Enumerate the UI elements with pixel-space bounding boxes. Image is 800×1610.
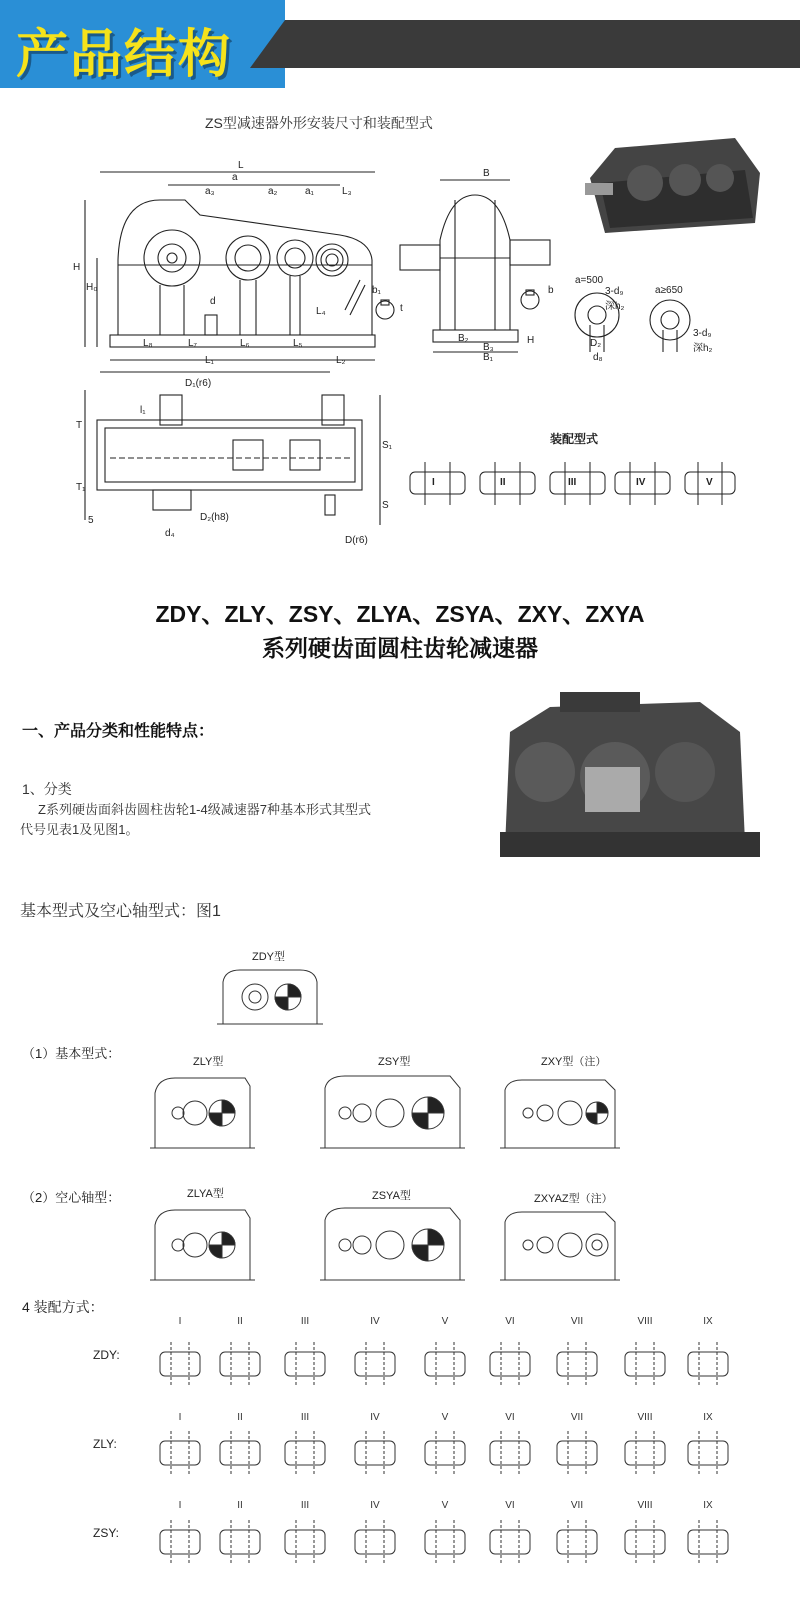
dim-Dr6: D(r6) <box>345 535 368 546</box>
assembly-symbol <box>160 1520 200 1564</box>
dim-D2h8: D₂(h8) <box>200 512 229 523</box>
dim-L: L <box>238 160 244 171</box>
assembly-symbol <box>557 1342 597 1386</box>
hollow-label: （2）空心轴型： <box>22 1190 121 1205</box>
assembly-title: 装配型式 <box>550 432 599 446</box>
assembly-form-1: I <box>432 477 435 488</box>
assembly-symbol <box>220 1520 260 1564</box>
assembly-numeral: II <box>237 1500 243 1511</box>
zxyaz-label: ZXYAZ型（注） <box>534 1193 613 1205</box>
assembly-symbol <box>688 1520 728 1564</box>
dim-d8: d₈ <box>593 352 603 363</box>
assembly-numeral: I <box>178 1412 182 1423</box>
dim-D1r6: D₁(r6) <box>185 378 212 389</box>
assembly-form-5: V <box>706 477 713 488</box>
dim-L4: L₄ <box>316 306 326 317</box>
assembly-symbol <box>220 1342 260 1386</box>
assembly-numeral: I <box>178 1500 182 1511</box>
assembly-symbol <box>490 1520 530 1564</box>
assembly-symbol <box>625 1520 665 1564</box>
assembly-numeral: IX <box>703 1316 713 1327</box>
dim-L1: L₁ <box>205 355 214 366</box>
assembly-symbol <box>285 1342 325 1386</box>
assembly-numeral: IV <box>370 1500 380 1511</box>
assembly-symbol <box>285 1520 325 1564</box>
label-depth-b: 深h₂ <box>693 343 713 354</box>
dim-a2: a₂ <box>268 186 278 197</box>
dim-L2: L₂ <box>336 355 346 366</box>
assembly-numeral: VIII <box>637 1316 653 1327</box>
dim-H: H <box>73 262 81 273</box>
label-depth-a: 深h₂ <box>605 301 625 312</box>
dim-5: 5 <box>88 515 94 526</box>
basic-label: （1）基本型式： <box>22 1046 121 1061</box>
assembly-symbol <box>625 1342 665 1386</box>
dim-L8: L₈ <box>143 338 153 349</box>
assembly-numeral: I <box>178 1316 182 1327</box>
dim-a: a <box>232 172 238 183</box>
section-text-1: Z系列硬齿面斜齿圆柱齿轮1-4级减速器7种基本形式其型式 <box>38 802 371 817</box>
row-label-zly: ZLY: <box>93 1437 117 1451</box>
zsya-label: ZSYA型 <box>372 1190 411 1202</box>
hollow-types-diagram <box>150 1200 770 1290</box>
label-a650: a≥650 <box>655 285 683 296</box>
row-label-zdy: ZDY: <box>93 1348 120 1362</box>
dim-B2: B₂ <box>458 333 469 344</box>
row-label-zsy: ZSY: <box>93 1526 120 1540</box>
dim-B3: B₃ <box>483 342 494 353</box>
assembly-numeral: V <box>441 1316 449 1327</box>
assembly-symbol <box>490 1431 530 1475</box>
product-title-line1: ZDY、ZLY、ZSY、ZLYA、ZSYA、ZXY、ZXYA <box>155 601 645 627</box>
assembly-methods-title: 4 装配方式： <box>22 1299 104 1315</box>
dim-d: d <box>210 296 216 307</box>
assembly-numeral: VII <box>570 1500 584 1511</box>
zsy-label: ZSY型 <box>378 1056 411 1068</box>
figure-title: 基本型式及空心轴型式：图1 <box>20 903 221 920</box>
assembly-numeral: VII <box>570 1316 584 1327</box>
assembly-numeral: IX <box>703 1500 713 1511</box>
assembly-numeral: VI <box>505 1412 515 1423</box>
assembly-symbol <box>285 1431 325 1475</box>
dim-L5: L₅ <box>293 338 303 349</box>
gearbox-photo-large <box>490 692 770 870</box>
assembly-numeral: IV <box>370 1412 380 1423</box>
assembly-symbol <box>688 1431 728 1475</box>
label-a500: a=500 <box>575 275 604 286</box>
label-d9-b: 3-d₉ <box>693 328 712 339</box>
zdy-label: ZDY型 <box>252 951 285 963</box>
assembly-numeral: III <box>300 1412 310 1423</box>
dim-a3: a₃ <box>205 186 215 197</box>
assembly-symbol <box>160 1342 200 1386</box>
dim-H-front: H <box>527 335 535 346</box>
zlya-label: ZLYA型 <box>187 1188 224 1200</box>
dim-T1: T₁ <box>76 482 86 493</box>
dim-L7: L₇ <box>188 338 197 349</box>
dim-l1: l₁ <box>140 405 146 416</box>
basic-types-diagram <box>150 1068 770 1158</box>
header-stripe <box>250 20 800 68</box>
assembly-numeral: IX <box>703 1412 713 1423</box>
dim-b: b <box>548 285 554 296</box>
assembly-form-3: III <box>568 477 577 488</box>
page-title: 产品结构 <box>16 25 233 85</box>
assembly-symbol <box>425 1342 465 1386</box>
assembly-numeral: VIII <box>637 1412 653 1423</box>
assembly-numeral: II <box>237 1316 243 1327</box>
assembly-symbol <box>557 1520 597 1564</box>
dim-L6: L₆ <box>240 338 250 349</box>
dim-H0: H₀ <box>86 282 98 293</box>
assembly-numeral: III <box>300 1500 310 1511</box>
assembly-symbol <box>425 1520 465 1564</box>
section-sub: 1、分类 <box>22 781 72 797</box>
assembly-methods-diagram <box>150 1330 790 1590</box>
dim-d4: d₄ <box>165 528 175 539</box>
assembly-form-2: II <box>500 477 506 488</box>
section-heading: 一、产品分类和性能特点： <box>22 723 215 740</box>
assembly-symbol <box>160 1431 200 1475</box>
assembly-numeral: II <box>237 1412 243 1423</box>
dim-T: T <box>76 420 83 431</box>
assembly-symbol <box>355 1520 395 1564</box>
zdy-diagram <box>215 962 325 1032</box>
assembly-symbol <box>625 1431 665 1475</box>
assembly-numeral: IV <box>370 1316 380 1327</box>
zxy-label: ZXY型（注） <box>541 1056 607 1068</box>
dim-L3: L₃ <box>342 186 352 197</box>
dim-a1: a₁ <box>305 186 314 197</box>
dim-B1: B₁ <box>483 352 494 363</box>
dim-S: S <box>382 500 389 511</box>
assembly-numeral: V <box>441 1412 449 1423</box>
assembly-numeral: VI <box>505 1500 515 1511</box>
assembly-symbol <box>557 1431 597 1475</box>
zly-label: ZLY型 <box>193 1056 224 1068</box>
assembly-form-4: IV <box>636 477 646 488</box>
assembly-symbol <box>220 1431 260 1475</box>
assembly-symbol <box>490 1342 530 1386</box>
dim-t: t <box>400 303 403 314</box>
assembly-symbol <box>355 1431 395 1475</box>
dim-b1: b₁ <box>372 285 381 296</box>
drawing-title: ZS型减速器外形安装尺寸和装配型式 <box>205 115 433 131</box>
label-d9-a: 3-d₉ <box>605 286 624 297</box>
assembly-numeral: VIII <box>637 1500 653 1511</box>
assembly-numeral: VI <box>505 1316 515 1327</box>
assembly-numeral: VII <box>570 1412 584 1423</box>
assembly-symbol <box>425 1431 465 1475</box>
assembly-numeral: V <box>441 1500 449 1511</box>
gearbox-photo-small <box>585 128 765 238</box>
product-title-line2: 系列硬齿面圆柱齿轮减速器 <box>262 635 538 661</box>
assembly-symbol <box>355 1342 395 1386</box>
dim-S1: S₁ <box>382 440 393 451</box>
assembly-symbol <box>688 1342 728 1386</box>
dim-D2: D₂ <box>590 338 602 349</box>
assembly-numeral: III <box>300 1316 310 1327</box>
dim-B: B <box>483 168 490 179</box>
section-text-2: 代号见表1及见图1。 <box>20 822 139 837</box>
